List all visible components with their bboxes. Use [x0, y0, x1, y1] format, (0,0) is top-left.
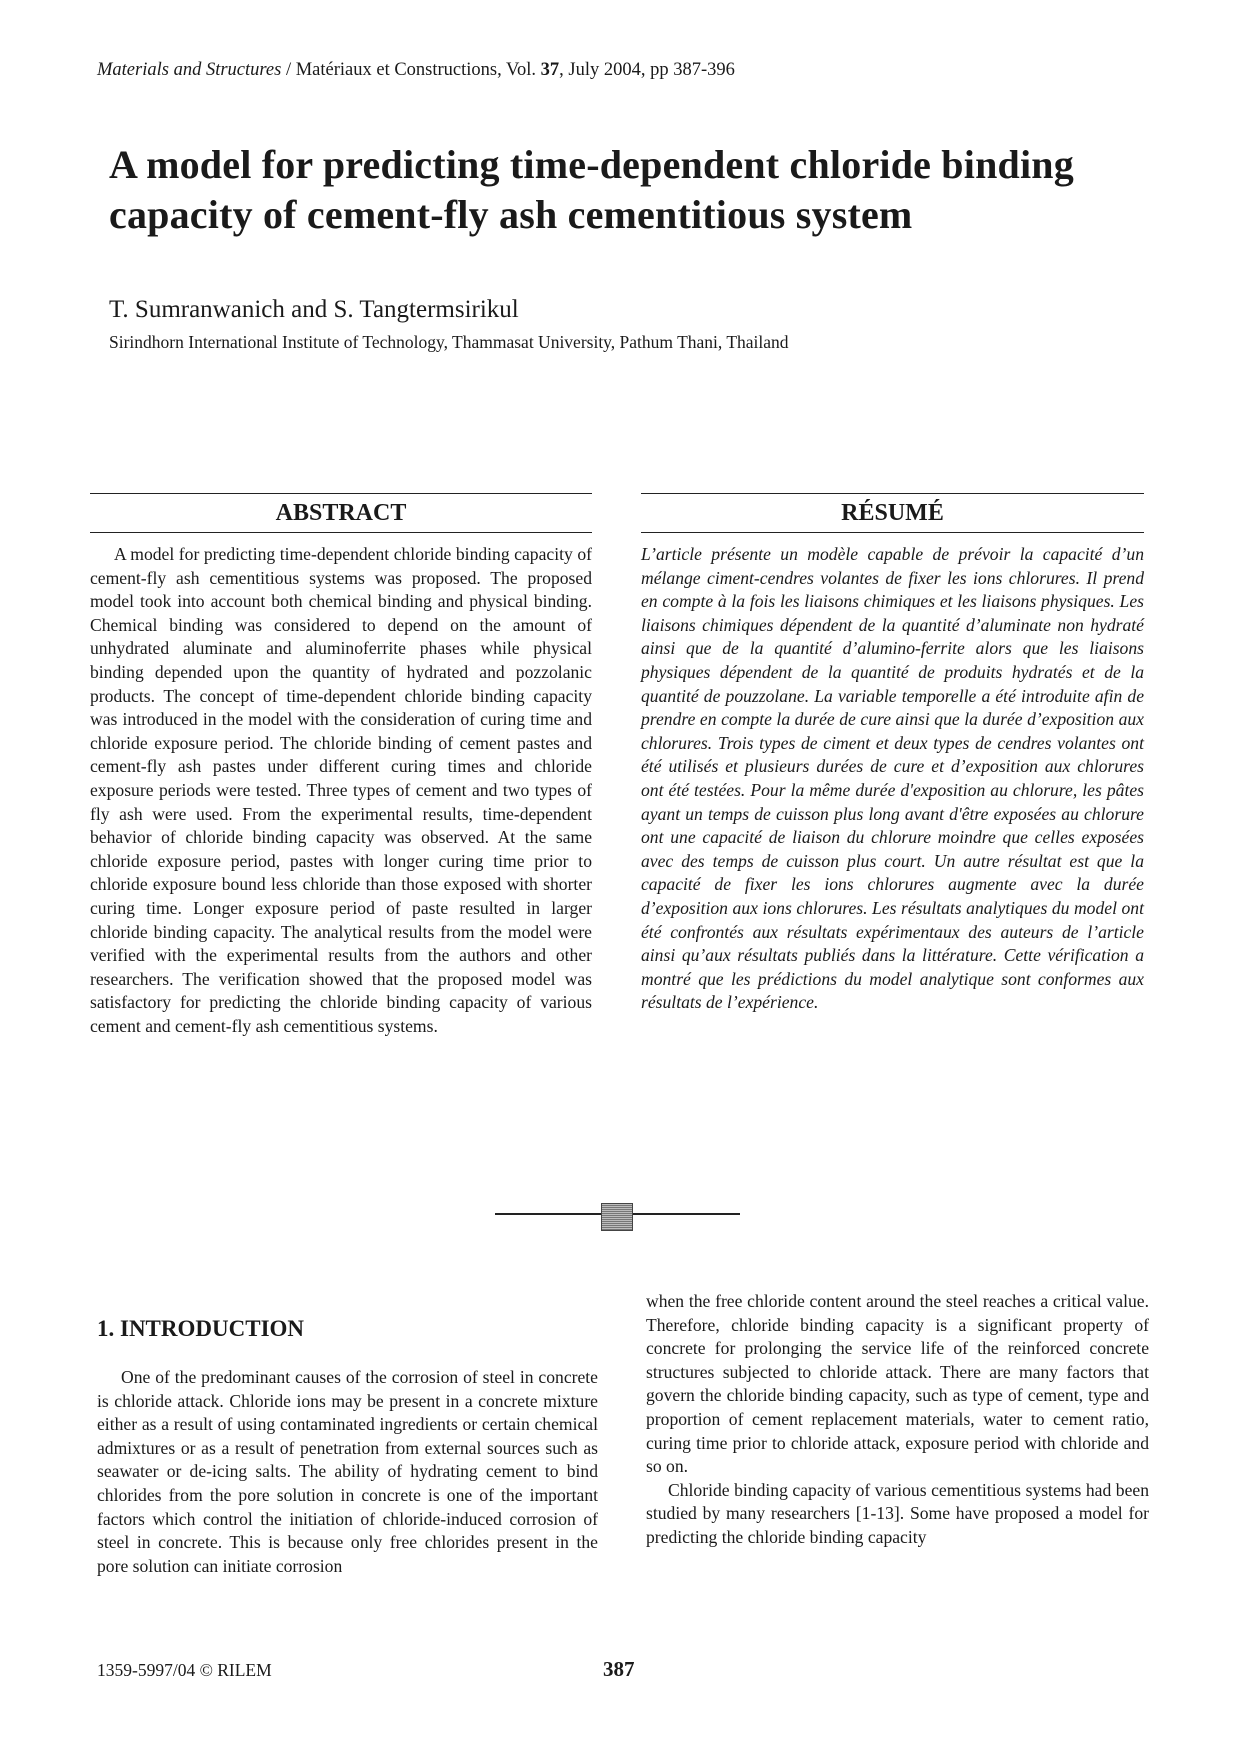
section-divider-ornament: [601, 1203, 633, 1231]
abstract-text: A model for predicting time-dependent chloride binding capacity of cement-fly ash cementitious systems was proposed. The proposed model took into account both chemical binding and physical binding. Chemical binding was considered to depend on the amount of unhydrated aluminate and aluminoferrite phases while physical binding depended upon the quantity of hydrated and pozzolanic products. The concept of time-dependent chloride binding capacity was introduced in the model with the consideration of curing time and chloride exposure period. The chloride binding of cement pastes and cement-fly ash pastes under different curing times and chloride exposure periods were tested. Three types of cement and two types of fly ash were used. From the experimental results, time-dependent behavior of chloride binding capacity was observed. At the same chloride exposure period, pastes with longer curing time prior to chloride exposure bound less chloride than those exposed with shorter curing time. Longer exposure period of paste resulted in larger chloride binding capacity. The analytical results from the model were verified with the experimental results from the authors and other researchers. The verification showed that the proposed model was satisfactory for predicting the chloride binding capacity of various cement and cement-fly ash cementitious systems.: [90, 544, 592, 1036]
issue-pages: , July 2004, pp 387-396: [559, 60, 735, 80]
resume-heading: RÉSUMÉ: [641, 493, 1144, 533]
running-header: [97, 60, 735, 81]
affiliation: Sirindhorn International Institute of Technology, Thammasat University, Pathum Thani, Thailand: [109, 332, 789, 352]
paper-title: A model for predicting time-dependent chloride binding capacity of cement-fly ash cementitious system: [109, 142, 1074, 237]
journal-name-en: Materials and Structures: [97, 60, 282, 80]
introduction-paragraph-2: Chloride binding capacity of various cementitious systems had been studied by many researchers [1-13]. Some have proposed a model for predicting the chloride binding capacity: [646, 1479, 1149, 1547]
issn-footer: 1359-5997/04 © RILEM: [97, 1660, 272, 1680]
abstract-heading: ABSTRACT: [90, 493, 592, 533]
resume-text: L’article présente un modèle capable de prévoir la capacité d’un mélange ciment-cendres volantes de fixer les ions chlorures. Il prend en compte à la fois les liaisons chimiques et les liaisons physiques. Les liaisons chimiques dépendent de la quantité d’aluminate non hydraté ainsi que de la quantité d’alumino-ferrite alors que les liaisons physiques dépendent de la quantité de produits hydratés et de la quantité de pouzzolane. La variable temporelle a été introduite afin de prendre en compte la durée de cure ainsi que la durée d’exposition aux chlorures. Trois types de ciment et deux types de cendres volantes ont été utilisés et plusieurs durées de cure et d’exposition aux chlorures ont été testées. Pour la même durée d'exposition au chlorure, les pâtes ayant un temps de cuisson plus long avant d'être exposées au chlorure ont une capacité de liaison du chlorure moindre que celles exposées avec des temps de cuisson plus court. Un autre résultat est que la capacité de fixer les ions chlorures augmente avec la durée d’exposition aux ions chlorures. Les résultats analytiques du model ont été confrontés aux résultats expérimentaux des auteurs de l’article ainsi qu’aux résultats publiés dans la littérature. Cette vérification a montré que les prédictions du model analytique sont conformes aux résultats de l’expérience.: [641, 544, 1144, 1013]
authors: T. Sumranwanich and S. Tangtermsirikul: [109, 296, 519, 323]
introduction-paragraph-1: One of the predominant causes of the corrosion of steel in concrete is chloride attack. Chloride ions may be present in a concrete mixture either as a result of using contaminated ingredients or certain chemical admixtures or as a result of penetration from external sources such as seawater or de-icing salts. The ability of hydrating cement to bind chlorides from the pore solution in concrete is one of the important factors which control the initiation of chloride-induced corrosion of steel in concrete. This is because only free chlorides present in the pore solution can initiate corrosion: [97, 1367, 598, 1576]
journal-name-fr: Matériaux et Constructions, Vol.: [295, 60, 541, 80]
header-separator: /: [281, 60, 296, 80]
introduction-right-column: [646, 1290, 1149, 1550]
page-number: 387: [603, 1657, 635, 1681]
volume-number: 37: [540, 60, 560, 80]
introduction-heading: 1. INTRODUCTION: [97, 1316, 305, 1341]
introduction-paragraph-1-continued: when the free chloride content around the steel reaches a critical value. Therefore, chloride binding capacity is a significant property of concrete for prolonging the service life of the reinforced concrete structures subjected to chloride attack. There are many factors that govern the chloride binding capacity, such as type of cement, type and proportion of cement replacement materials, water to cement ratio, curing time prior to chloride attack, exposure period with chloride and so on.: [646, 1291, 1149, 1477]
